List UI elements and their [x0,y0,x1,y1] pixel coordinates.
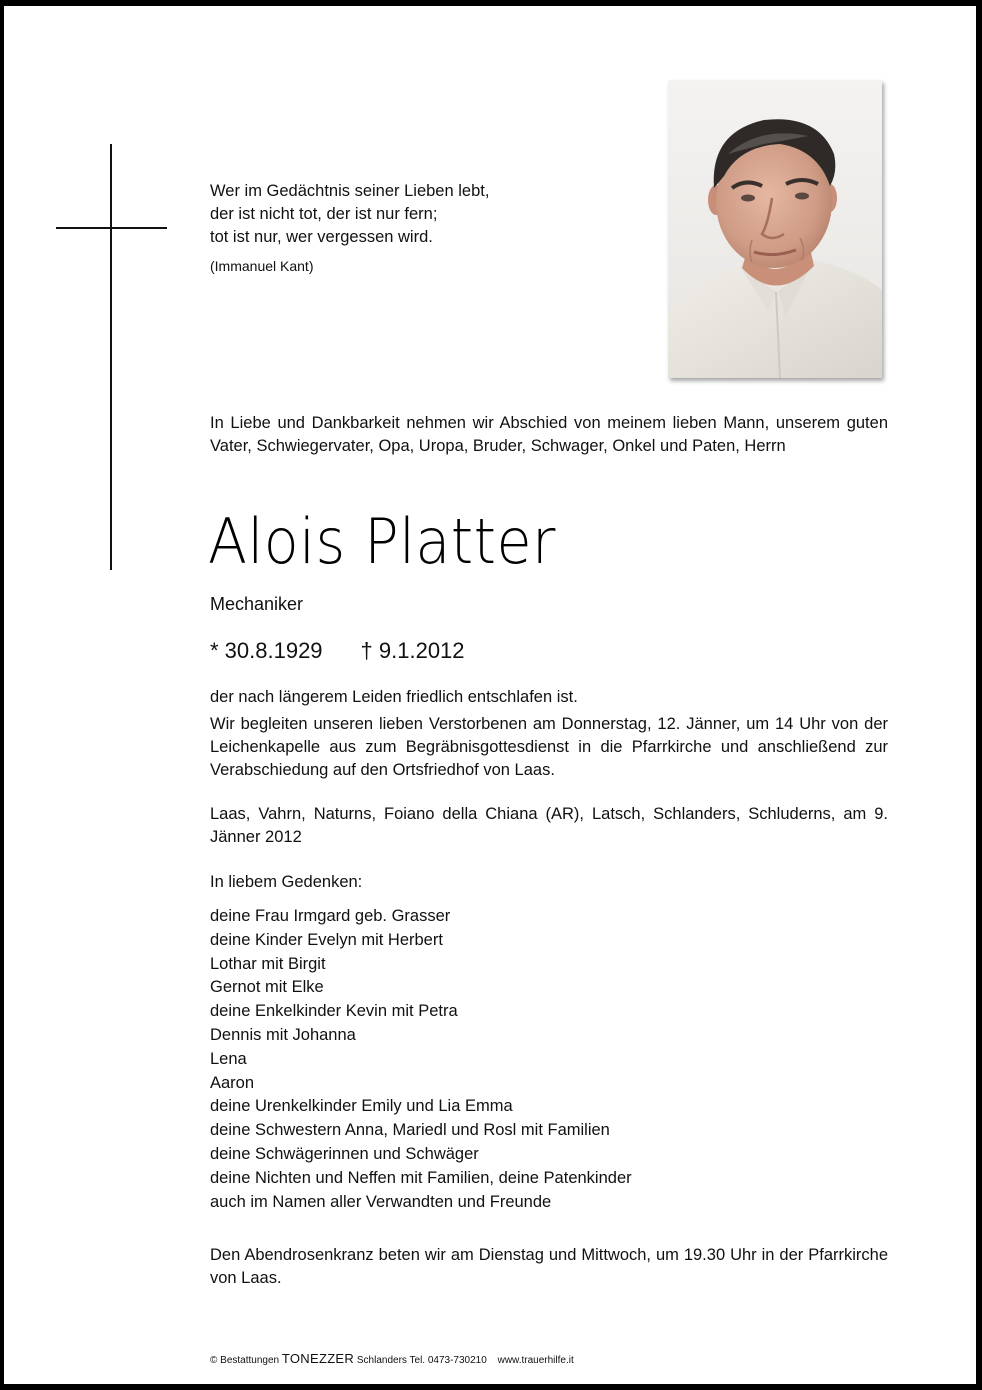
list-item: Lena [210,1049,247,1068]
quote-line: tot ist nur, wer vergessen wird. [210,228,433,246]
list-item: deine Schwestern Anna, Mariedl und Rosl mit Familien [210,1121,610,1140]
list-item: Aaron [210,1073,255,1092]
quote-author: (Immanuel Kant) [210,258,314,274]
deceased-name: Alois Platter [208,505,556,578]
intro-text: In Liebe und Dankbarkeit nehmen wir Abschied von meinem lieben Mann, unserem guten Vater, Schwiegervater, Opa, Uropa, Bruder, Schwager, Onkel und Paten, Herrn [210,414,888,455]
funeral-text: Wir begleiten unseren lieben Verstorbenen am Donnerstag, 12. Jänner, um 14 Uhr von der Leichenkapelle aus zum Begräbnisgottesdienst in die Pfarrkirche und anschließend zur Verabschiedung auf den Ortsfriedhof von Laas. [210,715,888,779]
quote-line: der ist nicht tot, der ist nur fern; [210,205,438,223]
life-dates [210,638,465,664]
footer-phone: Tel. 0473-730210 [409,1355,487,1366]
list-item: Lothar mit Birgit [210,954,326,973]
rosary-text: Den Abendrosenkranz beten wir am Dienstag und Mittwoch, um 19.30 Uhr in der Pfarrkirche von Laas. [210,1246,888,1287]
footer-imprint [210,1351,574,1366]
list-item: deine Schwägerinnen und Schwäger [210,1144,479,1163]
places-date-text: Laas, Vahrn, Naturns, Foiano della Chiana (AR), Latsch, Schlanders, Schluderns, am 9. Jänner 2012 [210,805,888,846]
mourners-list [210,905,632,1214]
footer-website: www.trauerhilfe.it [497,1355,574,1366]
footer-brand: TONEZZER [281,1351,355,1366]
list-item: Gernot mit Elke [210,978,324,997]
birth-date: * 30.8.1929 [210,638,323,663]
quote-line: Wer im Gedächtnis seiner Lieben lebt, [210,182,490,200]
list-item: deine Nichten und Neffen mit Familien, deine Patenkinder [210,1168,632,1187]
footer-prefix: © Bestattungen [210,1355,280,1366]
list-item: deine Frau Irmgard geb. Grasser [210,907,451,925]
list-item: deine Kinder Evelyn mit Herbert [210,930,443,949]
memorial-quote [210,180,489,278]
passing-text: der nach längerem Leiden friedlich entschlafen ist. [210,688,578,706]
list-item: deine Urenkelkinder Emily und Lia Emma [210,1097,513,1116]
list-item: auch im Namen aller Verwandten und Freunde [210,1192,552,1211]
cross-vertical-bar [110,144,112,570]
list-item: Dennis mit Johanna [210,1025,356,1044]
portrait-photo [668,80,882,378]
footer-town: Schlanders [356,1355,407,1366]
deceased-profession: Mechaniker [210,594,304,614]
in-memory-heading: In liebem Gedenken: [210,873,363,891]
death-date: † 9.1.2012 [360,638,465,663]
portrait-illustration [668,80,882,378]
list-item: deine Enkelkinder Kevin mit Petra [210,1002,458,1021]
cross-horizontal-bar [56,227,167,229]
